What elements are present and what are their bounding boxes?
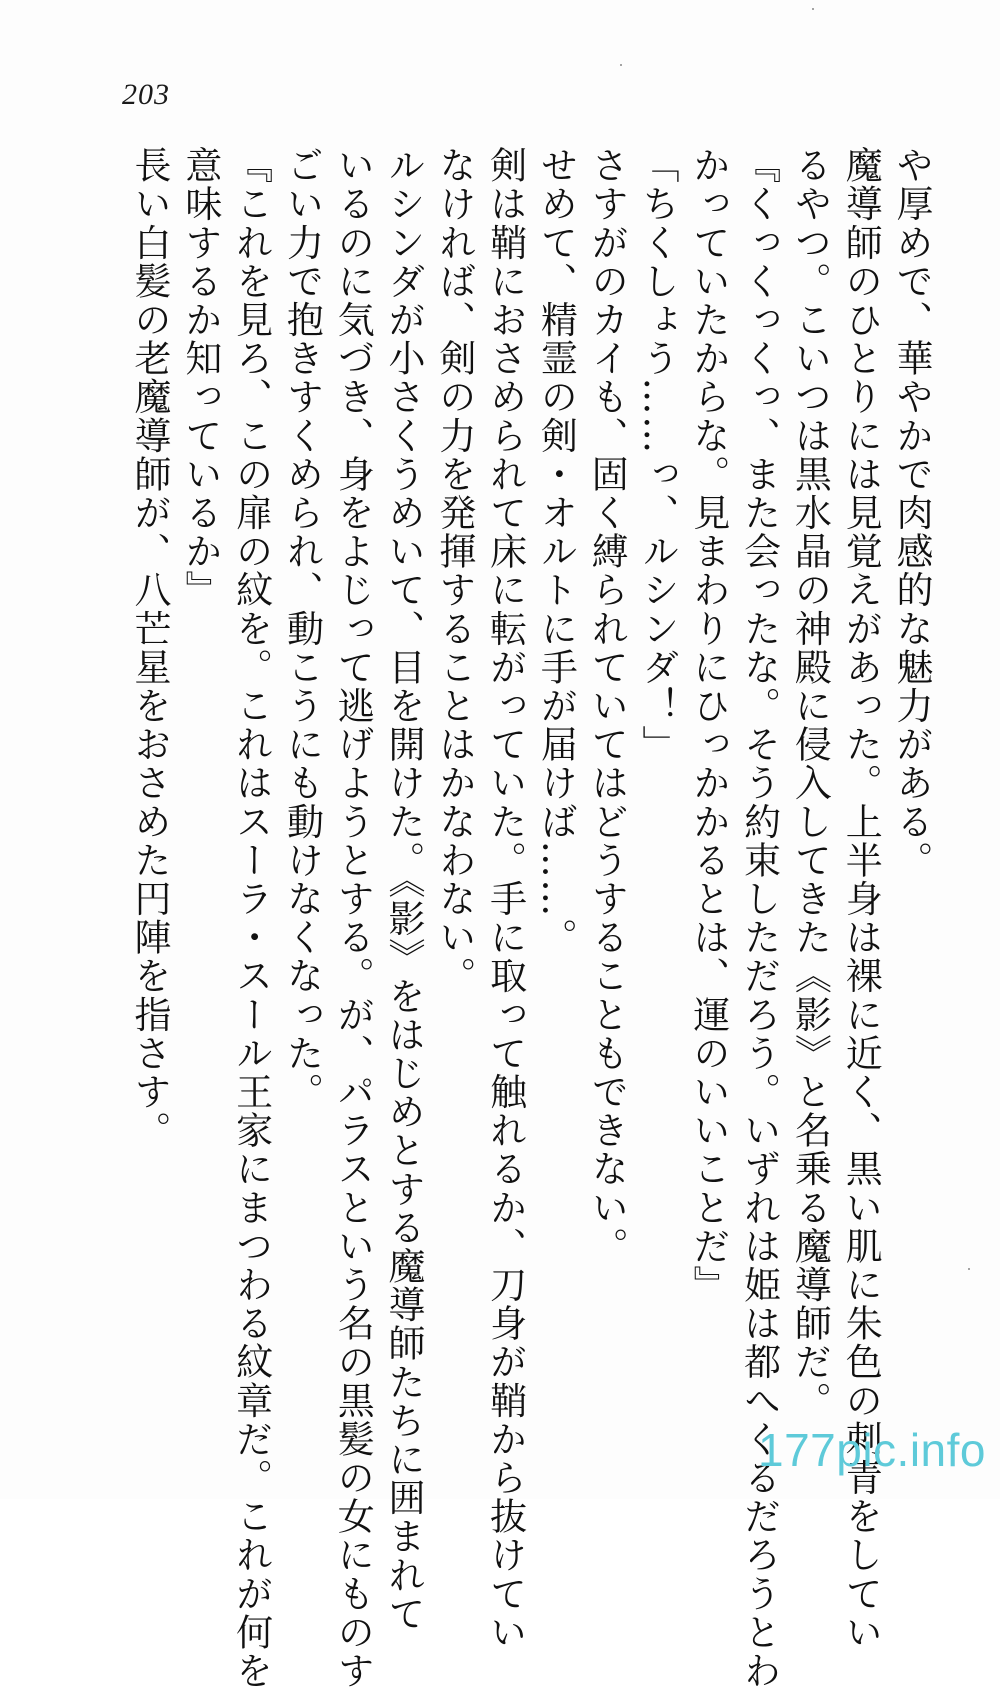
text-line: 剣は鞘におさめられて床に転がっていた。手に取って触れるか、刀身が鞘から抜けてい (483, 146, 527, 1652)
scan-speck (812, 8, 814, 10)
text-line: ルシンダが小さくうめいて、目を開けた。《影》をはじめとする魔導師たちに囲まれて (382, 146, 426, 1633)
text-line: ごい力で抱きすくめられ、動こうにも動けなくなった。 (280, 146, 324, 1111)
text-line: 長い白髪の老魔導師が、八芒星をおさめた円陣を指さす。 (128, 146, 172, 1150)
text-line: るやつ。こいつは黒水晶の神殿に侵入してきた《影》と名乗る魔導師だ。 (788, 146, 832, 1420)
scan-speck (620, 64, 622, 66)
text-line: や厚めで、華やかで肉感的な魅力がある。 (890, 146, 933, 880)
text-line: 『くっくっくっ、また会ったな。そう約束しただろう。いずれは姫は都へくるだろうとわ (737, 146, 781, 1690)
page-number: 203 (122, 78, 170, 111)
text-line: せめて、精霊の剣・オルトに手が届けば……。 (534, 146, 578, 957)
text-line: 意味するか知っているか』 (178, 146, 222, 610)
text-line: 魔導師のひとりには見覚えがあった。上半身は裸に近く、黒い肌に朱色の刺青をしてい (839, 146, 883, 1652)
scan-speck (968, 1268, 970, 1270)
text-line: なければ、剣の力を発揮することはかなわない。 (432, 146, 476, 996)
text-line: さすがのカイも、固く縛られていてはどうすることもできない。 (585, 146, 629, 1266)
text-line: 『これを見ろ、この扉の紋を。これはスーラ・スール王家にまつわる紋章だ。これが何を (229, 146, 273, 1690)
text-line: 「ちくしょう……っ、ルシンダ！」 (636, 146, 680, 764)
text-line: いるのに気づき、身をよじって逃げようとする。が、パラスという名の黒髪の女にものす (331, 146, 375, 1690)
watermark-text: 177pic.info (758, 1424, 986, 1476)
text-line: かっていたからな。見まわりにひっかかるとは、運のいいことだ』 (686, 146, 730, 1304)
